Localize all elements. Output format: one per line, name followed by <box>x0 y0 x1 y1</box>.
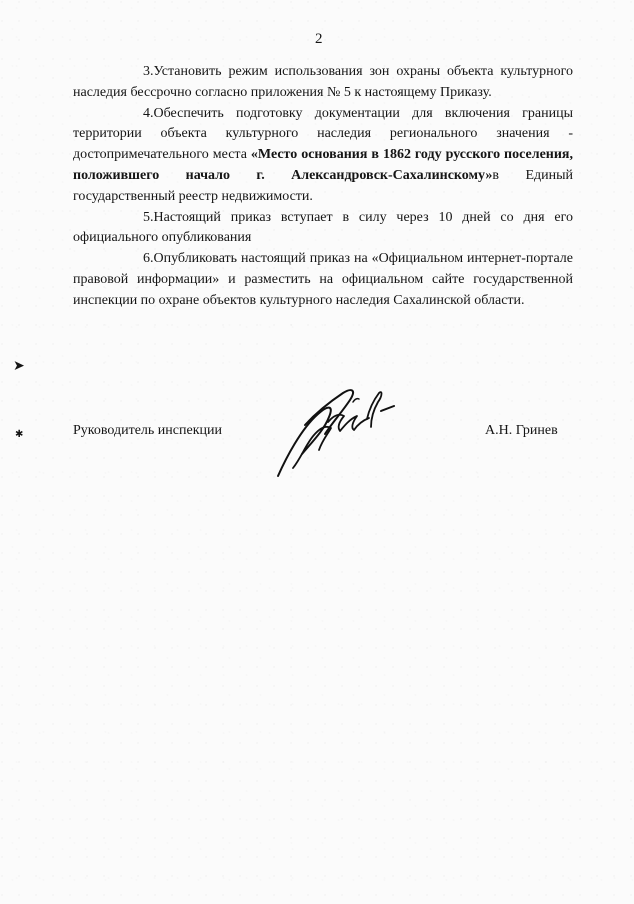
paragraph-4-bold-title: «Место основания в 1862 году русского поселения, положившего начало г. Александровск-Сахалинскому» <box>73 147 574 183</box>
margin-star-mark: ✱ <box>15 429 24 440</box>
paragraph-3 <box>73 62 573 104</box>
paragraph-3-number: 3. <box>143 64 154 79</box>
document-body <box>73 62 573 312</box>
paragraph-5 <box>73 208 573 250</box>
margin-arrow-mark: ➤ <box>13 359 25 374</box>
page-number: 2 <box>315 31 323 47</box>
paragraph-6-text: Опубликовать настоящий приказ на «Официальном интернет-портале правовой информации» и разместить на официальном сайте государственной инспекции по охране объектов культурного наследия Сахалинской области. <box>73 251 573 308</box>
paragraph-4 <box>73 104 573 208</box>
handwritten-signature-icon <box>270 380 415 485</box>
paragraph-4-text-after: в Единый государственный реестр недвижимости. <box>73 167 574 204</box>
signatory-position: Руководитель инспекции <box>73 423 222 438</box>
paragraph-4-text-before: Обеспечить подготовку документации для включения границы территории объекта культурного наследия регионального значения - достопримечательного места <box>73 105 573 163</box>
signatory-name: А.Н. Гринев <box>485 423 558 438</box>
paragraph-6 <box>73 249 573 311</box>
paragraph-3-text: Установить режим использования зон охраны объекта культурного наследия бессрочно согласно приложения № 5 к настоящему Приказу. <box>73 64 573 100</box>
paragraph-5-number: 5. <box>143 209 154 225</box>
paragraph-4-number: 4. <box>143 105 154 121</box>
paragraph-6-number: 6. <box>143 251 154 267</box>
paragraph-5-text: Настоящий приказ вступает в силу через 10 дней со дня его официального опубликования <box>73 209 573 246</box>
